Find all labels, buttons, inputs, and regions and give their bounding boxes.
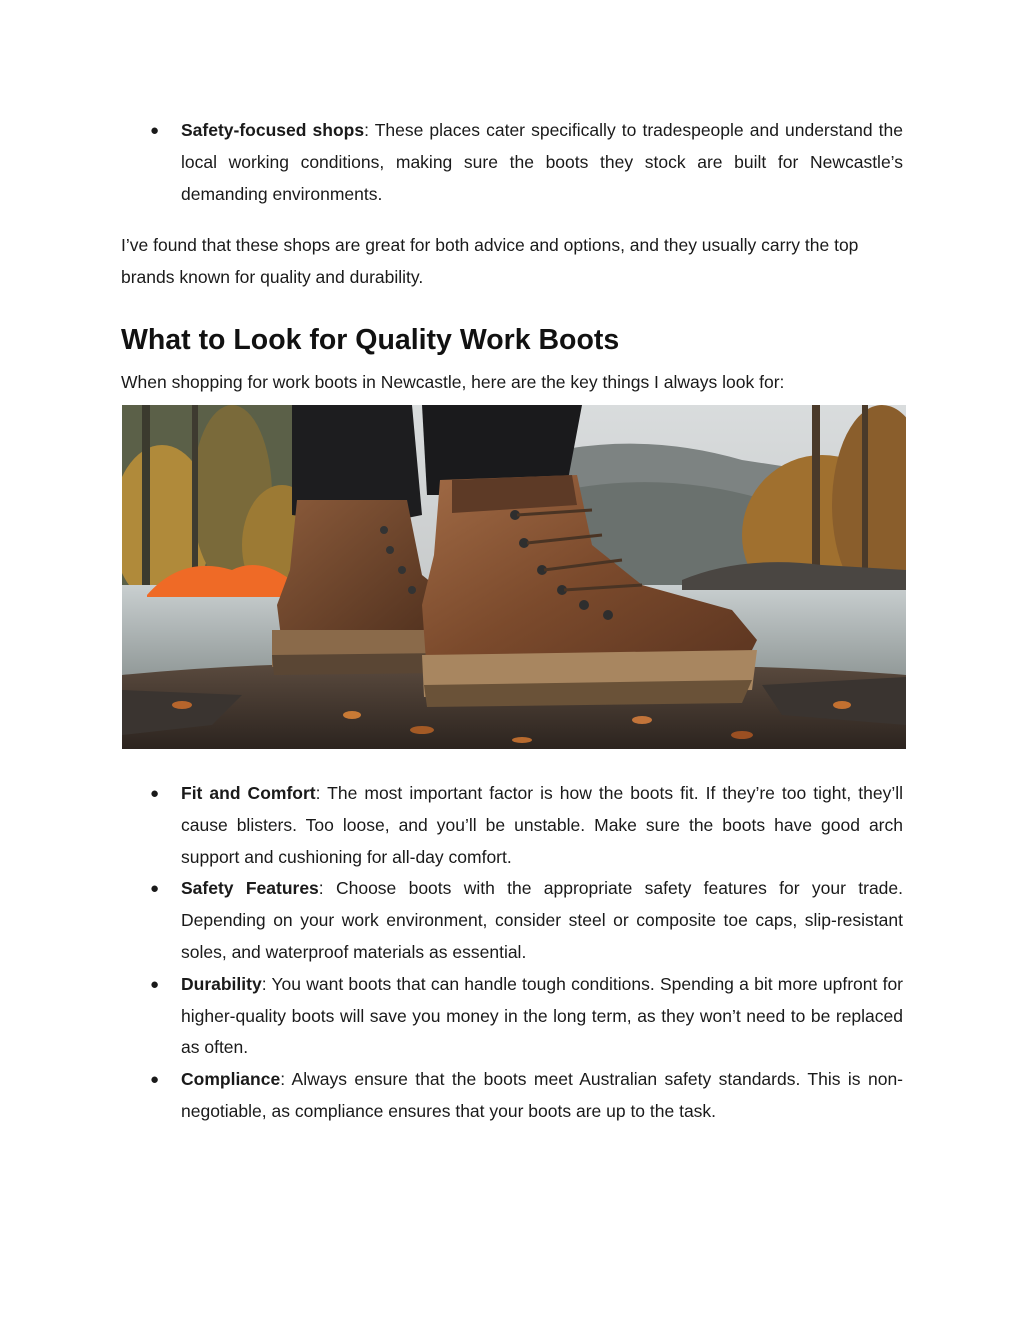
paragraph: When shopping for work boots in Newcastle, here are the key things I always look for:: [121, 372, 785, 392]
bullet-icon: ●: [150, 122, 160, 139]
list-item-term: Durability: [181, 973, 262, 994]
list-item: [121, 873, 903, 968]
paragraph: I’ve found that these shops are great for both advice and options, and they usually carry the top brands known for quality and durability.: [121, 235, 859, 287]
list-item-term: Compliance: [181, 1069, 281, 1090]
list-item: [121, 1064, 903, 1128]
list-item-text: : Always ensure that the boots meet Australian safety standards. This is non-negotiable, as compliance ensures that your boots are up to the task.: [181, 1069, 903, 1121]
list-item-text: : These places cater specifically to tradespeople and understand the local working conditions, making sure the boots they stock are built for Newcastle’s demanding environments.: [181, 120, 903, 204]
list-item: [121, 778, 903, 873]
heading-wrap: [121, 320, 903, 360]
bullet-icon: ●: [150, 975, 160, 993]
section-heading: What to Look for Quality Work Boots: [121, 324, 620, 356]
list-item-text: : The most important factor is how the boots fit. If they’re too tight, they’ll cause blisters. Too loose, and you’ll be unstable. Make sure the boots have good arch support and cushioning for all-day comfort.: [181, 783, 903, 867]
intro-bullet-list-wrap: [121, 115, 903, 210]
list-item-text: : You want boots that can handle tough conditions. Spending a bit more upfront for higher-quality boots will save you money in the long term, as they won’t need to be replaced as often.: [181, 973, 903, 1058]
bullet-icon: ●: [150, 1071, 160, 1089]
list-item: [121, 115, 903, 210]
main-bullet-list: [121, 778, 903, 1128]
list-item-term: Fit and Comfort: [181, 783, 316, 803]
paragraph-2-wrap: [121, 367, 903, 399]
bullet-icon: ●: [150, 880, 160, 898]
main-bullet-list-wrap: [121, 778, 903, 1128]
boots-photo: [122, 405, 906, 749]
list-item-term: Safety-focused shops: [181, 120, 365, 140]
bullet-icon: ●: [150, 785, 160, 802]
list-item-term: Safety Features: [181, 878, 319, 899]
paragraph-1-wrap: [121, 230, 903, 294]
intro-bullet-list: [121, 115, 903, 210]
list-item: [121, 969, 903, 1064]
list-item-text: : Choose boots with the appropriate safety features for your trade. Depending on your work environment, consider steel or composite toe caps, slip-resistant soles, and waterproof materials as essential.: [181, 878, 904, 962]
